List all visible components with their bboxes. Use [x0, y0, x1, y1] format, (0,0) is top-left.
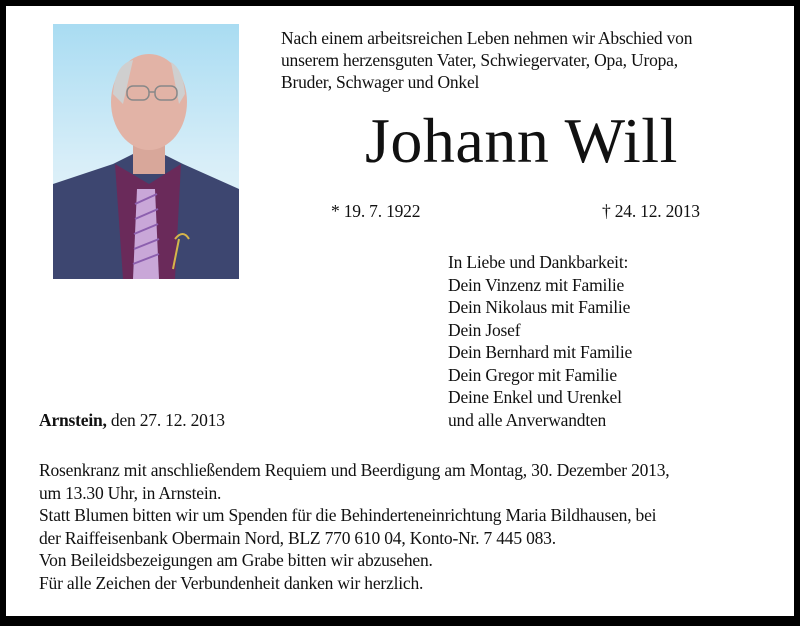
- mourner-line: Dein Gregor mit Familie: [448, 364, 617, 385]
- mourner-line: Deine Enkel und Urenkel: [448, 387, 622, 407]
- deceased-name: Johann Will: [365, 105, 678, 176]
- place-date: [39, 409, 225, 432]
- death-date: † 24. 12. 2013: [602, 201, 700, 221]
- obituary-card: [6, 6, 794, 616]
- date: den 27. 12. 2013: [106, 409, 225, 430]
- note-line: Für alle Zeichen der Verbundenheit danken wir herzlich.: [39, 572, 424, 593]
- mourner-line: Dein Josef: [448, 319, 521, 340]
- mourner-line: und alle Anverwandten: [448, 409, 607, 430]
- birth-date: * 19. 7. 1922: [331, 201, 421, 221]
- intro-line: Bruder, Schwager und Onkel: [281, 72, 480, 92]
- mourner-line: Dein Nikolaus mit Familie: [448, 297, 631, 317]
- intro-line: Nach einem arbeitsreichen Leben nehmen wir Abschied von: [281, 28, 693, 48]
- portrait-photo: [53, 24, 239, 279]
- mourner-line: In Liebe und Dankbarkeit:: [448, 252, 629, 272]
- intro-line: unserem herzensguten Vater, Schwiegervater, Opa, Uropa,: [281, 50, 678, 70]
- note-line: Statt Blumen bitten wir um Spenden für die Behinderteneinrichtung Maria Bildhausen, bei: [39, 505, 657, 525]
- note-line: um 13.30 Uhr, in Arnstein.: [39, 482, 222, 503]
- mourner-line: Dein Vinzenz mit Familie: [448, 274, 625, 295]
- note-line: der Raiffeisenbank Obermain Nord, BLZ 770 610 04, Konto-Nr. 7 445 083.: [39, 527, 556, 548]
- place: Arnstein,: [39, 409, 107, 430]
- note-line: Rosenkranz mit anschließendem Requiem und Beerdigung am Montag, 30. Dezember 2013,: [39, 460, 670, 480]
- note-line: Von Beileidsbezeigungen am Grabe bitten wir abzusehen.: [39, 550, 433, 570]
- mourner-line: Dein Bernhard mit Familie: [448, 342, 633, 362]
